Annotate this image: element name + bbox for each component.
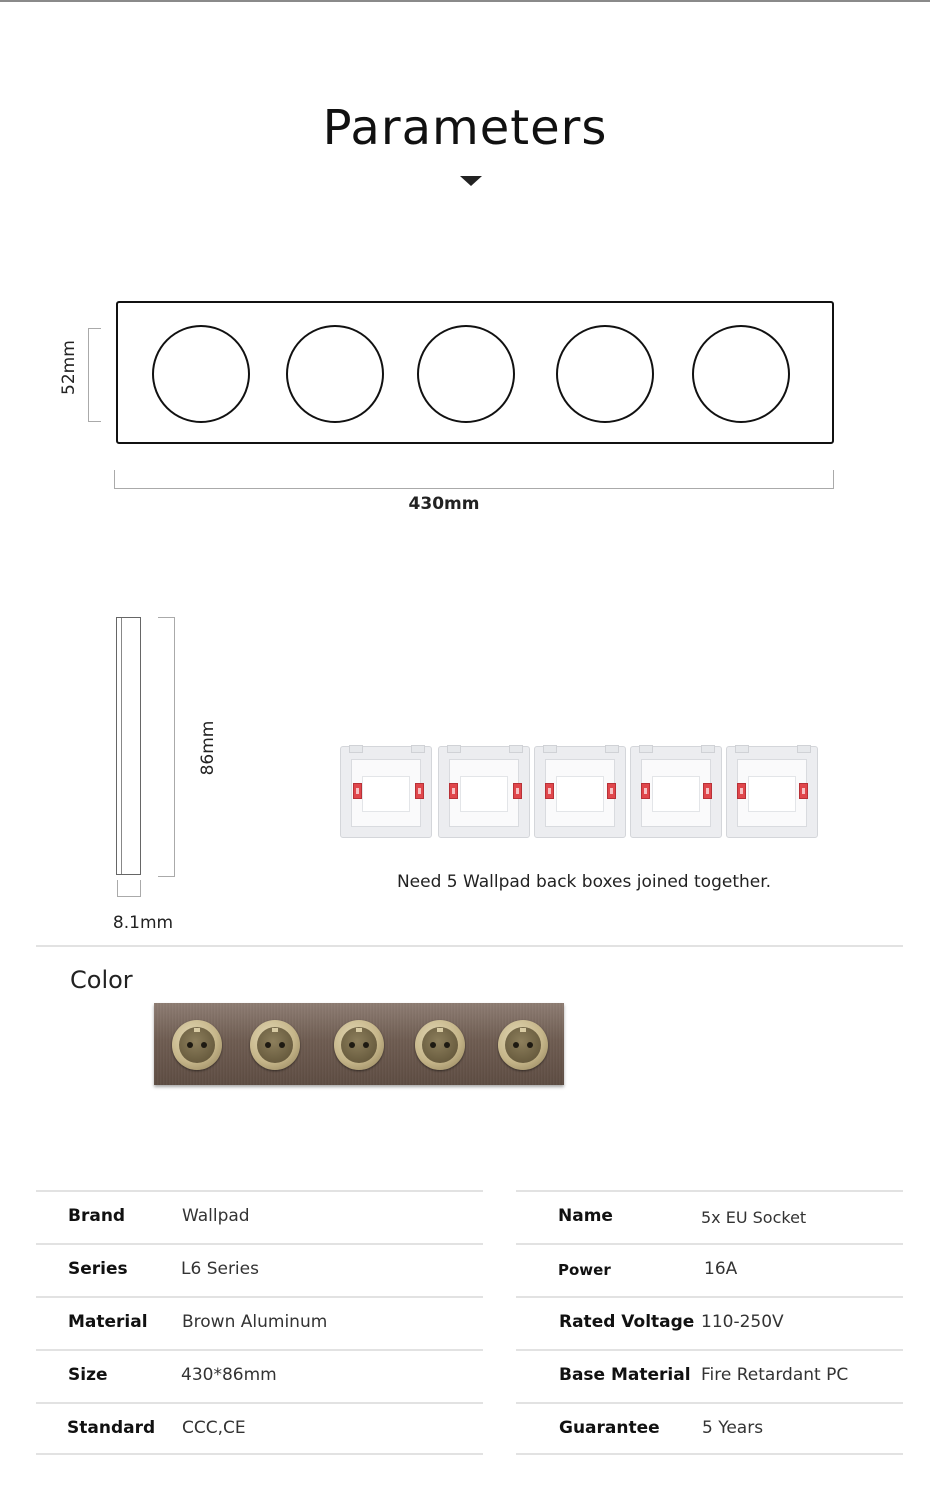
top-divider [0,0,930,2]
spec-row [516,1349,903,1401]
socket-ring-5 [692,325,790,423]
back-box-4 [630,746,722,838]
depth-dimension-label: 8.1mm [112,913,174,933]
spec-key: Rated Voltage [559,1312,695,1332]
side-height-label: 86mm [198,720,218,776]
spec-row [516,1402,903,1455]
spec-row [36,1190,483,1242]
back-box-1 [340,746,432,838]
back-box-2 [438,746,530,838]
socket-ring-2 [286,325,384,423]
spec-row [516,1296,903,1348]
eu-socket-1 [172,1020,222,1070]
spec-value: 5 Years [702,1418,764,1438]
side-height-bracket [158,617,175,877]
back-box-3 [534,746,626,838]
side-panel-outline [116,617,141,875]
front-panel-outline [116,301,834,444]
spec-value: Wallpad [182,1206,250,1226]
spec-row [36,1296,483,1348]
width-dimension-label: 430mm [408,494,480,514]
spec-value: Fire Retardant PC [701,1365,849,1385]
spec-value: 5x EU Socket [701,1208,807,1227]
spec-row [36,1349,483,1401]
spec-value: 430*86mm [181,1365,277,1385]
socket-ring-4 [556,325,654,423]
socket-ring-1 [152,325,250,423]
caret-down-icon [460,176,482,186]
width-bracket [114,470,834,489]
spec-value: 16A [704,1259,738,1279]
spec-key: Base Material [559,1365,691,1385]
spec-value: CCC,CE [182,1418,246,1438]
back-boxes-caption: Need 5 Wallpad back boxes joined together. [396,872,772,892]
color-swatch-brown-panel [154,1003,564,1085]
spec-row [516,1243,903,1295]
spec-key: Brand [68,1206,126,1226]
back-box-5 [726,746,818,838]
height-bracket [88,328,101,422]
depth-bracket [117,880,141,897]
spec-key: Guarantee [559,1418,660,1438]
spec-key: Power [558,1261,611,1279]
spec-value: Brown Aluminum [182,1312,328,1332]
eu-socket-2 [250,1020,300,1070]
spec-key: Standard [67,1418,156,1438]
eu-socket-5 [498,1020,548,1070]
spec-key: Size [68,1365,108,1385]
spec-row [36,1402,483,1455]
spec-value: L6 Series [181,1259,259,1279]
spec-row [516,1190,903,1242]
spec-key: Name [558,1206,613,1226]
socket-ring-3 [417,325,515,423]
section-divider [36,945,903,947]
spec-key: Series [68,1259,128,1279]
eu-socket-3 [334,1020,384,1070]
spec-row [36,1243,483,1295]
color-section-label: Color [70,966,133,994]
eu-socket-4 [415,1020,465,1070]
page-title: Parameters [322,100,608,156]
height-dimension-label: 52mm [59,340,79,395]
spec-key: Material [68,1312,148,1332]
spec-value: 110-250V [701,1312,784,1332]
